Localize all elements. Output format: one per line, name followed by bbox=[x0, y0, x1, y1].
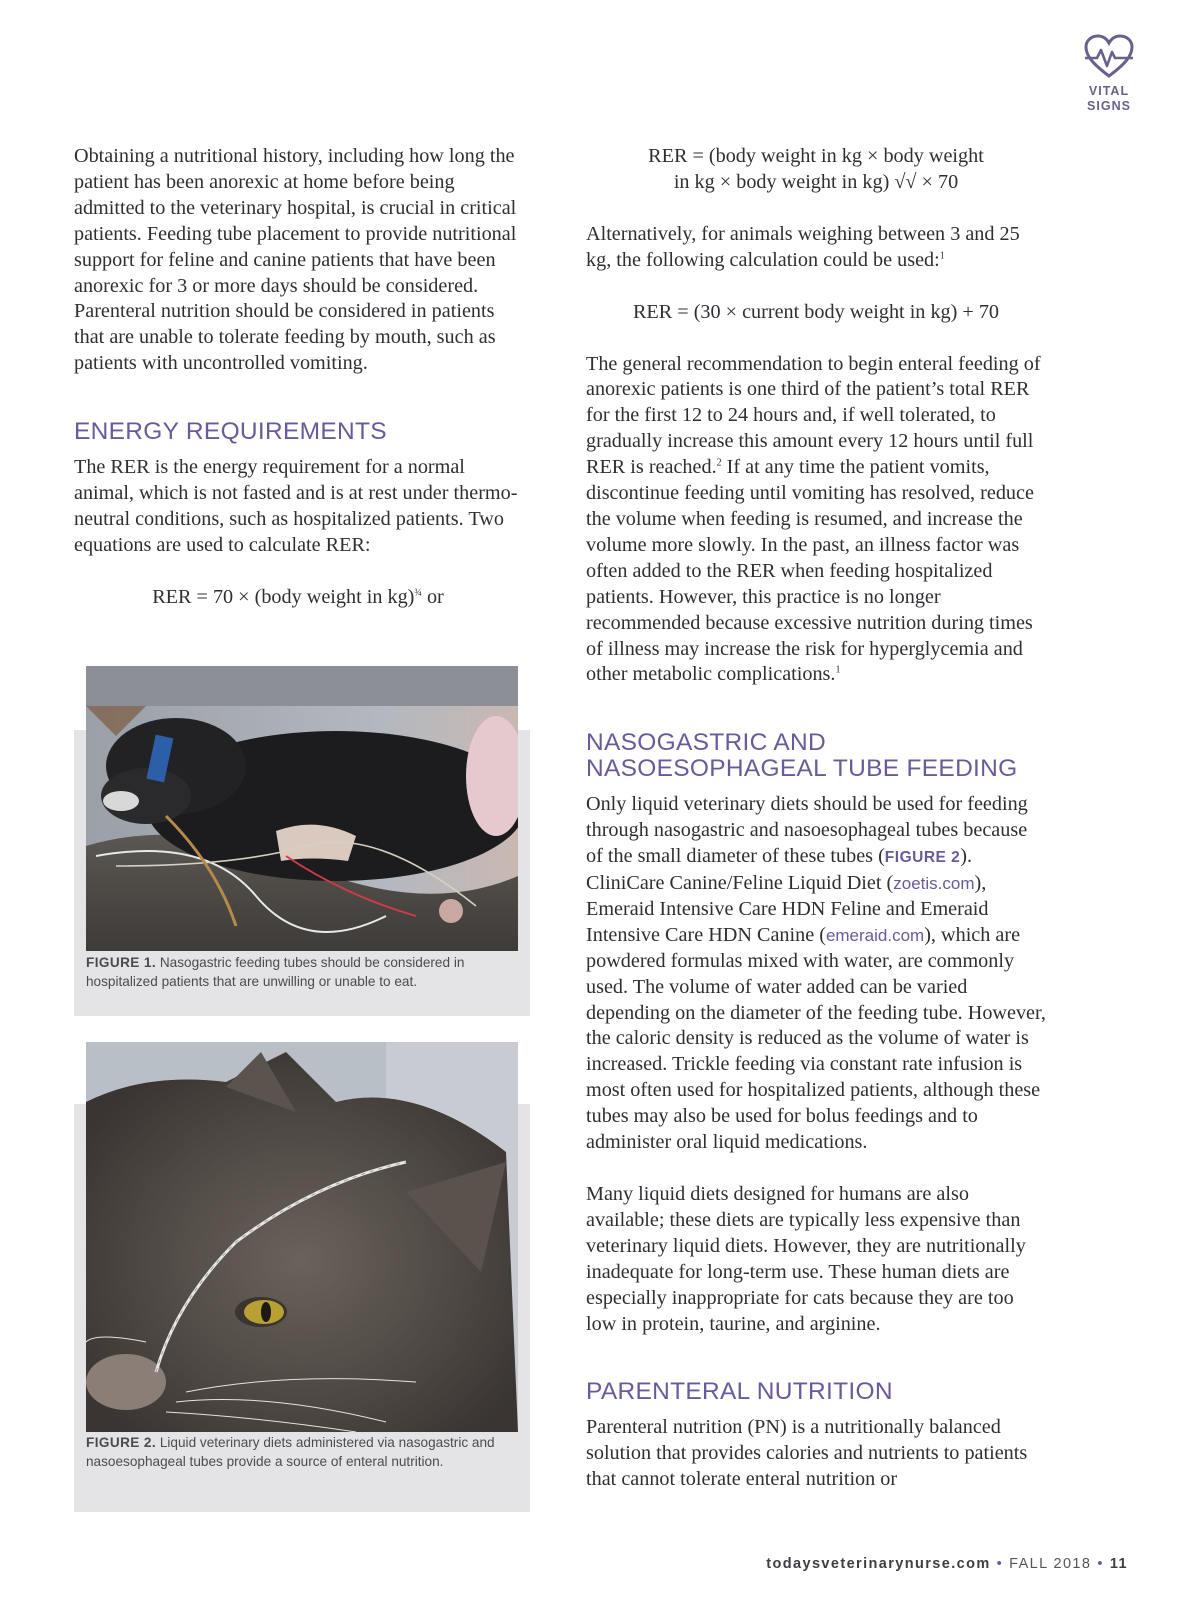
footer-site-link[interactable]: todaysveterinarynurse.com bbox=[766, 1556, 991, 1572]
alternative-reference: 1 bbox=[939, 249, 945, 261]
nasogastric-text-a: Only liquid veterinary diets should be used for feeding through nasogastric and nasoesophageal tubes because of the small diameter of these tubes ( bbox=[586, 793, 1028, 868]
page-footer bbox=[766, 1556, 1128, 1572]
figure-2-caption-text: Liquid veterinary diets administered via nasogastric and nasoesophageal tubes provide a source of enteral nutrition. bbox=[86, 1435, 495, 1469]
figure-2 bbox=[74, 1042, 530, 1512]
nasogastric-text-d: ), which are powdered formulas mixed with water, are commonly used. The volume of water added can be varied depending on the diameter of the feeding tube. However, the caloric density is reduced as the volume of water is increased. Trickle feeding via constant rate infusion is most often used for hospitalized patients, although these tubes may also be used for bolus feedings and to administer oral liquid medications. bbox=[586, 923, 1046, 1154]
intro-paragraph: Obtaining a nutritional history, including how long the patient has been anorexic at home before being admitted to the veterinary hospital, is crucial in critical patients. Feeding tube placement to provide nutritional support for feline and canine patients that have been anorexic for 3 or more days should be considered. Parenteral nutrition should be considered in patients that are unable to tolerate feeding by mouth, such as patients with uncontrolled vomiting. bbox=[74, 145, 517, 375]
left-column bbox=[74, 144, 522, 611]
rer-equation-1-tail: or bbox=[421, 585, 444, 608]
nasogastric-heading bbox=[586, 730, 1046, 782]
heartbeat-heart-icon bbox=[1083, 34, 1135, 80]
rer-equation-1-exponent: ¾ bbox=[414, 587, 422, 599]
rer-equation-2-line-2: in kg × body weight in kg) √√ × 70 bbox=[673, 170, 959, 193]
nasogastric-paragraph bbox=[586, 792, 1046, 1156]
energy-requirements-heading: ENERGY REQUIREMENTS bbox=[74, 418, 387, 446]
logo-label-line1: VITAL bbox=[1088, 84, 1130, 98]
recommendation-reference-b: 1 bbox=[835, 664, 841, 676]
alternative-paragraph bbox=[586, 222, 1046, 274]
rer-equation-3: RER = (30 × current body weight in kg) + 70 bbox=[632, 300, 1000, 323]
recommendation-text-a: The general recommendation to begin enteral feeding of anorexic patients is one third of the patient’s total RER for the first 12 to 24 hours and, if well tolerated, to gradually increase this amount every 12 hours until full RER is reached. bbox=[586, 352, 1041, 479]
zoetis-link[interactable]: zoetis.com bbox=[893, 874, 975, 894]
nasogastric-text-b: ). CliniCare Canine/Feline Liquid Diet ( bbox=[586, 845, 973, 895]
emeraid-link[interactable]: emeraid.com bbox=[825, 925, 925, 945]
parenteral-paragraph: Parenteral nutrition (PN) is a nutritionally balanced solution that provides calories and nutrients to patients that cannot tolerate enteral nutrition or bbox=[586, 1416, 1028, 1491]
rer-equation-1-main: RER = 70 × (body weight in kg) bbox=[152, 585, 415, 608]
figure-2-reference-link[interactable]: FIGURE 2 bbox=[884, 849, 961, 867]
figure-2-label: FIGURE 2. bbox=[86, 1435, 157, 1450]
figure-1-label: FIGURE 1. bbox=[86, 955, 157, 970]
footer-issue: FALL 2018 bbox=[1009, 1556, 1092, 1572]
human-diets-paragraph: Many liquid diets designed for humans are also available; these diets are typically less expensive than veterinary liquid diets. However, they are nutritionally inadequate for long-term use. These human diets are especially inappropriate for cats because they are too low in protein, taurine, and arginine. bbox=[586, 1183, 1026, 1335]
figure-1-caption bbox=[86, 954, 522, 991]
footer-separator-2: • bbox=[1097, 1556, 1104, 1572]
figure-2-photo-cat-with-nasal-tube bbox=[86, 1042, 518, 1432]
right-column bbox=[586, 144, 1046, 1493]
vital-signs-logo bbox=[1074, 34, 1144, 114]
rer-equation-2-line-1: RER = (body weight in kg × body weight bbox=[648, 145, 984, 167]
recommendation-paragraph bbox=[586, 352, 1046, 689]
figure-1-photo-dog-with-feeding-tube bbox=[86, 666, 518, 951]
parenteral-nutrition-heading: PARENTERAL NUTRITION bbox=[586, 1378, 893, 1406]
alternative-text: Alternatively, for animals weighing between 3 and 25 kg, the following calculation could be used: bbox=[586, 222, 1020, 271]
rer-equation-1 bbox=[74, 585, 522, 611]
figure-1 bbox=[74, 666, 530, 1016]
logo-label-line2: SIGNS bbox=[1087, 99, 1131, 113]
nasogastric-text-c: ), Emeraid Intensive Care HDN Feline and Emeraid Intensive Care HDN Canine ( bbox=[586, 872, 989, 946]
footer-separator-1: • bbox=[996, 1556, 1004, 1572]
recommendation-reference-a: 2 bbox=[716, 457, 722, 469]
figure-2-caption bbox=[86, 1434, 522, 1471]
energy-paragraph: The RER is the energy requirement for a normal animal, which is not fasted and is at rest under thermo-neutral conditions, such as hospitalized patients. Two equations are used to calculate RER: bbox=[74, 456, 518, 556]
nasogastric-heading-line-2: NASOESOPHAGEAL TUBE FEEDING bbox=[586, 755, 1018, 783]
recommendation-text-b: If at any time the patient vomits, discontinue feeding until vomiting has resolved, reduce the volume when feeding is resumed, and increase the volume more slowly. In the past, an illness factor was often added to the RER when feeding hospitalized patients. However, this practice is no longer recommended because excessive nutrition during times of illness may increase the risk for hyperglycemia and other metabolic complications. bbox=[586, 456, 1034, 686]
footer-page-number: 11 bbox=[1109, 1556, 1128, 1572]
figure-1-caption-text: Nasogastric feeding tubes should be considered in hospitalized patients that are unwilling or unable to eat. bbox=[86, 955, 465, 989]
nasogastric-heading-line-1: NASOGASTRIC AND bbox=[586, 729, 827, 757]
